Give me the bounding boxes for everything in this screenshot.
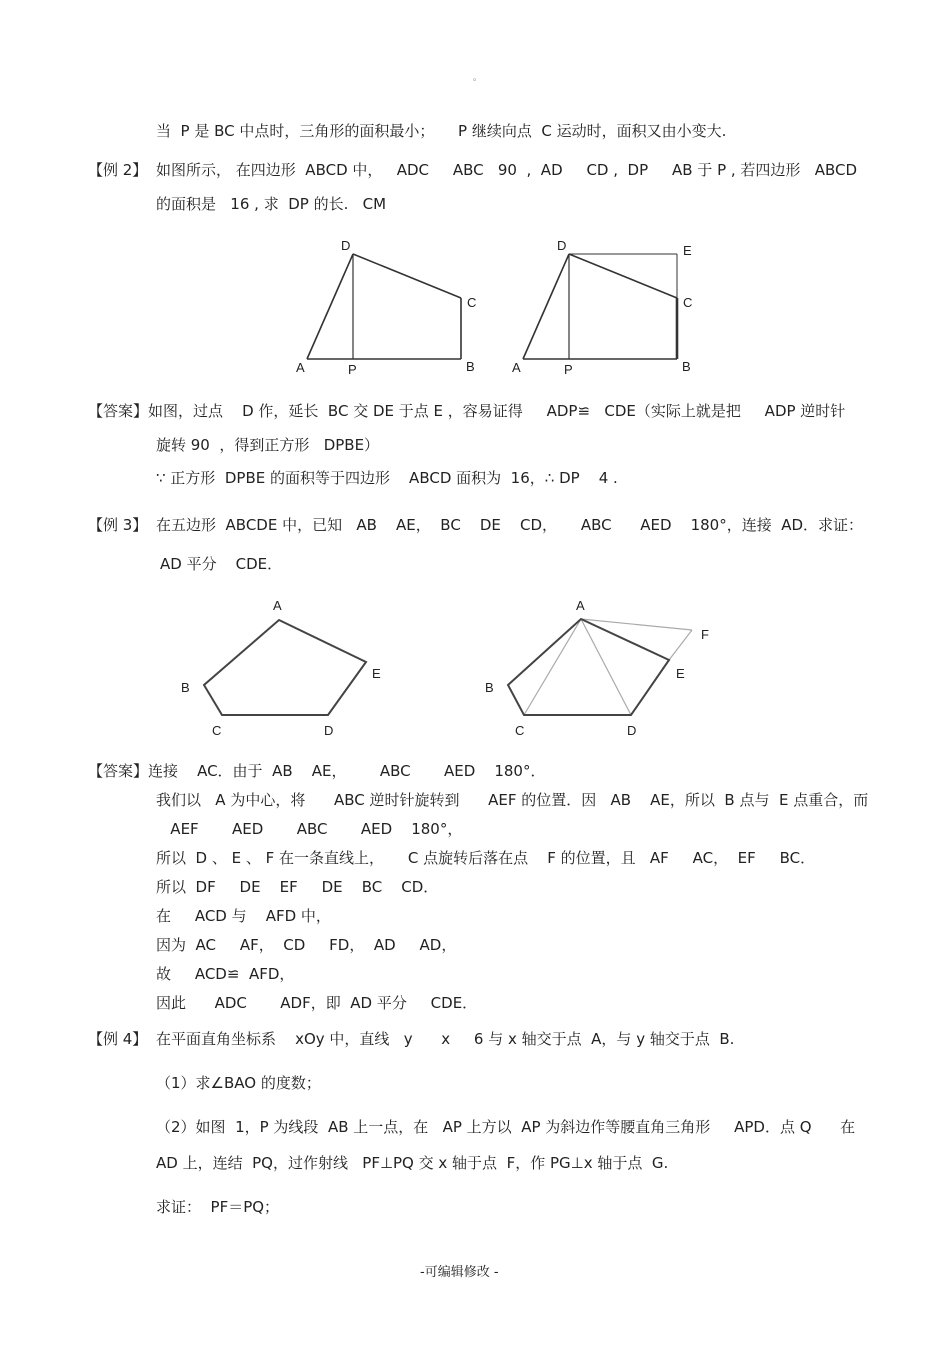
example-4-question-2-line1: （2）如图 1，P 为线段 AB 上一点，在 AP 上方以 AP 为斜边作等腰直角三角形 APD．点 Q 在 [156, 1118, 856, 1136]
page-footer: -可编辑修改 - [420, 1265, 499, 1280]
label-E: E [683, 243, 692, 258]
segment-AF [581, 619, 692, 630]
label-D: D [627, 723, 637, 738]
answer-3-line: 在 ACD 与 AFD 中， [156, 907, 331, 925]
answer-3-line: 所以 D 、 E 、 F 在一条直线上， C 点旋转后落在点 F 的位置，且 AF AC， EF BC． [156, 849, 816, 867]
answer-3-line: 因此 ADC ADF，即 AD 平分 CDE． [156, 994, 478, 1012]
example-3-tag: 【例 3】 [88, 516, 148, 534]
answer-3-line: AEF AED ABC AED 180°， [156, 820, 463, 838]
segment-AC [524, 619, 581, 715]
example-4-question-2-line2: AD 上，连结 PQ，过作射线 PF⊥PQ 交 x 轴于点 F，作 PG⊥x 轴于点 G. [156, 1154, 669, 1172]
label-B: B [181, 680, 190, 695]
answer-3-line: 因为 AC AF， CD FD， AD AD， [156, 936, 457, 954]
example-4-prove: 求证： PF＝PQ； [156, 1198, 280, 1216]
segment-AD [581, 619, 631, 715]
label-B: B [466, 359, 475, 374]
answer-2-line1: 如图，过点 D 作，延长 BC 交 DE 于点 E ，容易证得 ADP≌ CDE（实际上就是把 ADP 逆时针 [148, 402, 846, 420]
example-4-tag: 【例 4】 [88, 1030, 148, 1048]
label-A: A [273, 598, 282, 613]
answer-2-tag: 【答案】 [88, 402, 149, 420]
example-2-tag: 【例 2】 [88, 161, 148, 179]
example-3-line1: 在五边形 ABCDE 中，已知 AB AE， BC DE CD， ABC AED 180°，连接 AD．求证： [156, 516, 864, 534]
answer-3-line: 故 ACD≌ AFD， [156, 965, 295, 983]
label-E: E [676, 666, 685, 681]
label-F: F [701, 627, 709, 642]
answer-3-tag: 【答案】 [88, 762, 149, 780]
label-D: D [324, 723, 334, 738]
label-A: A [512, 360, 521, 375]
example-4-line1: 在平面直角坐标系 xOy 中，直线 y x 6 与 x 轴交于点 A，与 y 轴交于点 B. [156, 1030, 735, 1048]
label-D: D [557, 238, 567, 253]
intro-line-b: P 继续向点 C 运动时，面积又由小变大. [458, 122, 727, 140]
answer-3-line: 所以 DF DE EF DE BC CD． [156, 878, 439, 896]
label-A: A [296, 360, 305, 375]
example-3-line2: AD 平分 CDE． [160, 555, 283, 573]
label-C: C [515, 723, 525, 738]
intro-line-a: 当 P 是 BC 中点时，三角形的面积最小； [156, 122, 435, 140]
label-C: C [467, 295, 477, 310]
answer-2-line2: 旋转 90 ，得到正方形 DPBE） [156, 436, 380, 454]
label-A: A [576, 598, 585, 613]
label-B: B [485, 680, 494, 695]
label-P: P [564, 362, 573, 377]
example-4-question-1: （1）求∠BAO 的度数； [156, 1074, 321, 1092]
answer-3-line: 我们以 A 为中心，将 ABC 逆时针旋转到 AEF 的位置．因 AB AE，所以 B 点与 E 点重合，而 [156, 791, 869, 809]
segment-FE [669, 630, 692, 660]
example-2-line1: 如图所示， 在四边形 ABCD 中， ADC ABC 90 , AD CD , DP AB 于 P , 若四边形 ABCD [156, 161, 858, 179]
label-C: C [683, 295, 693, 310]
header-mark: 。 [473, 73, 483, 83]
label-B: B [682, 359, 691, 374]
example-2-line2: 的面积是 16 , 求 DP 的长. CM [156, 195, 387, 213]
label-C: C [212, 723, 222, 738]
label-P: P [348, 362, 357, 377]
label-E: E [372, 666, 381, 681]
label-D: D [341, 238, 351, 253]
answer-2-line3: ∵ 正方形 DPBE 的面积等于四边形 ABCD 面积为 16，∴ DP 4 . [156, 469, 618, 487]
answer-3-line: 连接 AC．由于 AB AE， ABC AED 180°． [148, 762, 546, 780]
